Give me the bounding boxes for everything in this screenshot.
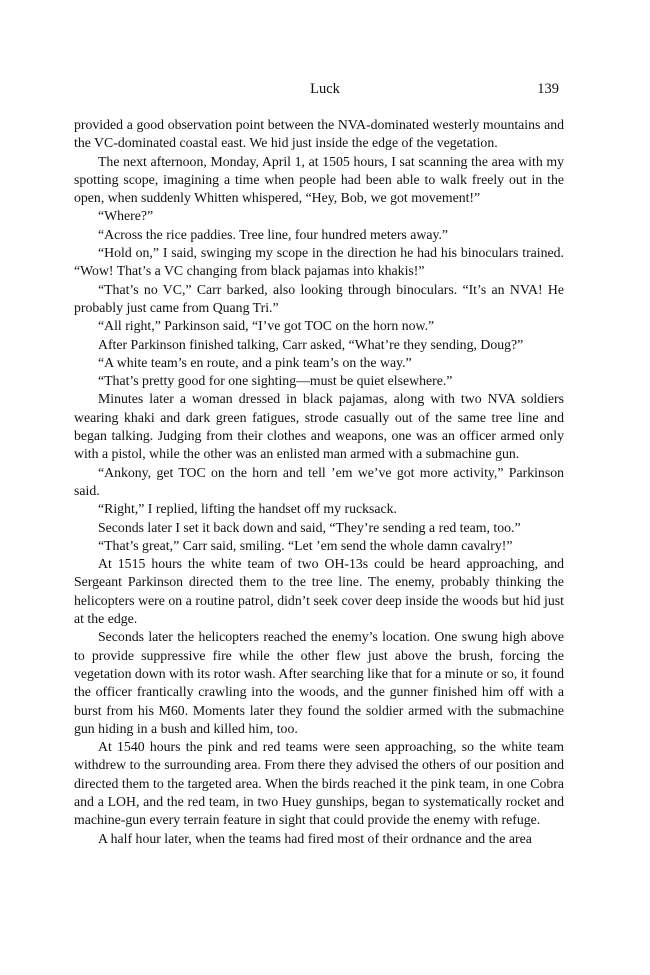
paragraph: After Parkinson finished talking, Carr asked, “What’re they sending, Doug?” bbox=[98, 336, 524, 352]
paragraph: A half hour later, when the teams had fired most of their ordnance and the area bbox=[98, 830, 532, 846]
chapter-title: Luck bbox=[310, 81, 340, 97]
paragraph: “That’s pretty good for one sighting—must be quiet elsewhere.” bbox=[98, 373, 453, 389]
paragraph: provided a good observation point between the NVA-dominated westerly mountains and the VC-dominated coastal east. We hid just inside the edge of the vegetation. bbox=[74, 117, 564, 151]
paragraph: “That’s no VC,” Carr barked, also looking through binoculars. “It’s an NVA! He probably just came from Quang Tri.” bbox=[74, 281, 564, 315]
paragraph: “Where?” bbox=[98, 208, 154, 224]
paragraph: At 1540 hours the pink and red teams were seen approaching, so the white team withdrew to the surrounding area. From there they advised the others of our position and directed them to the targeted area. When the birds reached it the pink team, in one Cobra and a LOH, and the red team, in two Huey gunships, began to systematically rocket and machine-gun every terrain feature in sight that could provide the enemy with refuge. bbox=[74, 739, 564, 828]
paragraph: “A white team’s en route, and a pink team’s on the way.” bbox=[98, 354, 412, 370]
paragraph: “That’s great,” Carr said, smiling. “Let ’em send the whole damn cavalry!” bbox=[98, 537, 513, 553]
paragraph: Seconds later the helicopters reached the enemy’s location. One swung high above to provide suppressive fire while the other flew just above the brush, forcing the vegetation down with its rotor wash. After searching like that for a minute or so, it found the officer frantically crawling into the woods, and the gunner finished him off with a burst from his M60. Moments later they found the soldier armed with the submachine gun hiding in a bush and killed him, too. bbox=[74, 629, 564, 736]
paragraph: “Right,” I replied, lifting the handset off my rucksack. bbox=[98, 501, 397, 517]
paragraph: Seconds later I set it back down and said, “They’re sending a red team, too.” bbox=[98, 519, 521, 535]
paragraph: “Hold on,” I said, swinging my scope in the direction he had his binoculars trained. “Wow! That’s a VC changing from black pajamas into khakis!” bbox=[74, 245, 564, 279]
paragraph: “All right,” Parkinson said, “I’ve got TOC on the horn now.” bbox=[98, 318, 435, 334]
paragraph: Minutes later a woman dressed in black pajamas, along with two NVA soldiers wearing khaki and dark green fatigues, strode casually out of the same tree line and began talking. Judging from their clothes and weapons, one was an officer armed only with a pistol, while the other was an enlisted man armed with a submachine gun. bbox=[74, 391, 564, 462]
body-text bbox=[74, 116, 564, 848]
paragraph: The next afternoon, Monday, April 1, at 1505 hours, I sat scanning the area with my spotting scope, imagining a time when people had been able to walk freely out in the open, when suddenly Whitten whispered, “Hey, Bob, we got movement!” bbox=[74, 153, 564, 206]
paragraph: At 1515 hours the white team of two OH-13s could be heard approaching, and Sergeant Parkinson directed them to the tree line. The enemy, probably thinking the helicopters were on a routine patrol, didn’t seek cover deep inside the woods but hid just at the edge. bbox=[74, 556, 564, 627]
paragraph: “Ankony, get TOC on the horn and tell ’em we’ve got more activity,” Parkinson said. bbox=[74, 464, 564, 498]
running-header bbox=[0, 79, 650, 99]
page-number: 139 bbox=[537, 81, 559, 97]
paragraph: “Across the rice paddies. Tree line, four hundred meters away.” bbox=[98, 226, 449, 242]
